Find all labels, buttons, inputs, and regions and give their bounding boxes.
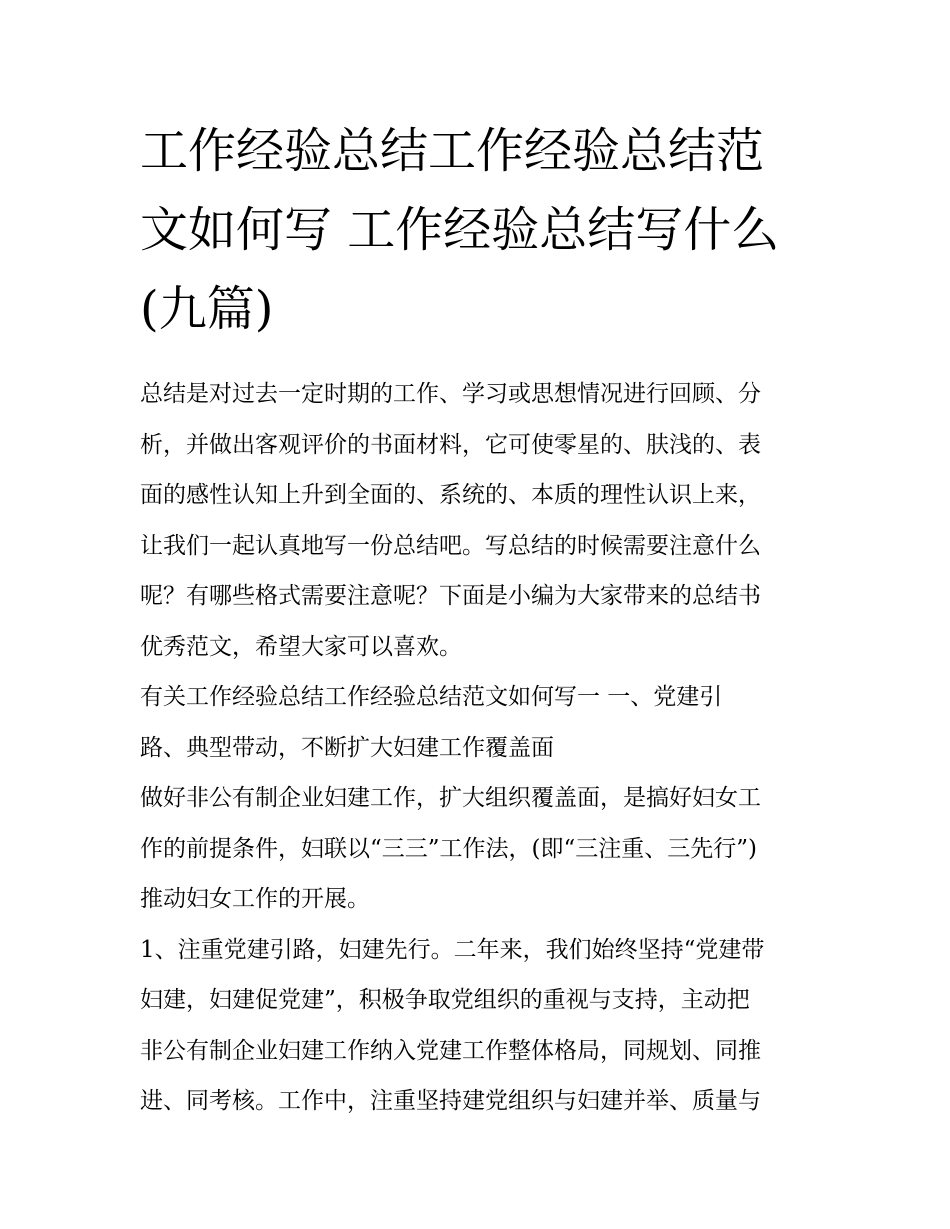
text-line: 有关工作经验总结工作经验总结范文如何写一 一、党建引 xyxy=(140,684,723,710)
document-page xyxy=(140,112,820,1127)
text-line: 非公有制企业妇建工作纳入党建工作整体格局，同规划、同推 xyxy=(140,1037,761,1064)
title-line: (九篇) xyxy=(140,281,274,337)
section-heading-paragraph xyxy=(140,672,820,773)
text-line: 面的感性认知上升到全面的、系统的、本质的理性认识上来， xyxy=(140,482,761,508)
title-line: 工作经验总结工作经验总结范 xyxy=(140,123,765,179)
intro-paragraph xyxy=(140,369,820,672)
text-line: 路、典型带动，不断扩大妇建工作覆盖面 xyxy=(140,734,554,761)
text-line: 妇建，妇建促党建”，积极争取党组织的重视与支持，主动把 xyxy=(140,987,750,1013)
text-line: 推动妇女工作的开展。 xyxy=(140,886,370,912)
text-line: 1、注重党建引路，妇建先行。二年来，我们始终坚持“党建带 xyxy=(140,936,765,963)
body-paragraph xyxy=(140,773,820,925)
numbered-paragraph xyxy=(140,925,820,1127)
text-line: 优秀范文，希望大家可以喜欢。 xyxy=(140,633,462,660)
text-line: 呢？有哪些格式需要注意呢？下面是小编为大家带来的总结书 xyxy=(140,583,761,609)
document-title xyxy=(140,112,820,349)
text-line: 析，并做出客观评价的书面材料，它可使零星的、肤浅的、表 xyxy=(140,431,761,458)
text-line: 做好非公有制企业妇建工作，扩大组织覆盖面，是搞好妇女工 xyxy=(140,785,761,811)
text-line: 作的前提条件，妇联以“三三”工作法，(即“三注重、三先行”) xyxy=(140,835,757,862)
title-line: 文如何写 工作经验总结写什么 xyxy=(140,202,780,258)
text-line: 让我们一起认真地写一份总结吧。写总结的时候需要注意什么 xyxy=(140,532,761,559)
text-line: 总结是对过去一定时期的工作、学习或思想情况进行回顾、分 xyxy=(140,381,761,407)
text-line: 进、同考核。工作中，注重坚持建党组织与妇建并举、质量与 xyxy=(140,1088,761,1114)
